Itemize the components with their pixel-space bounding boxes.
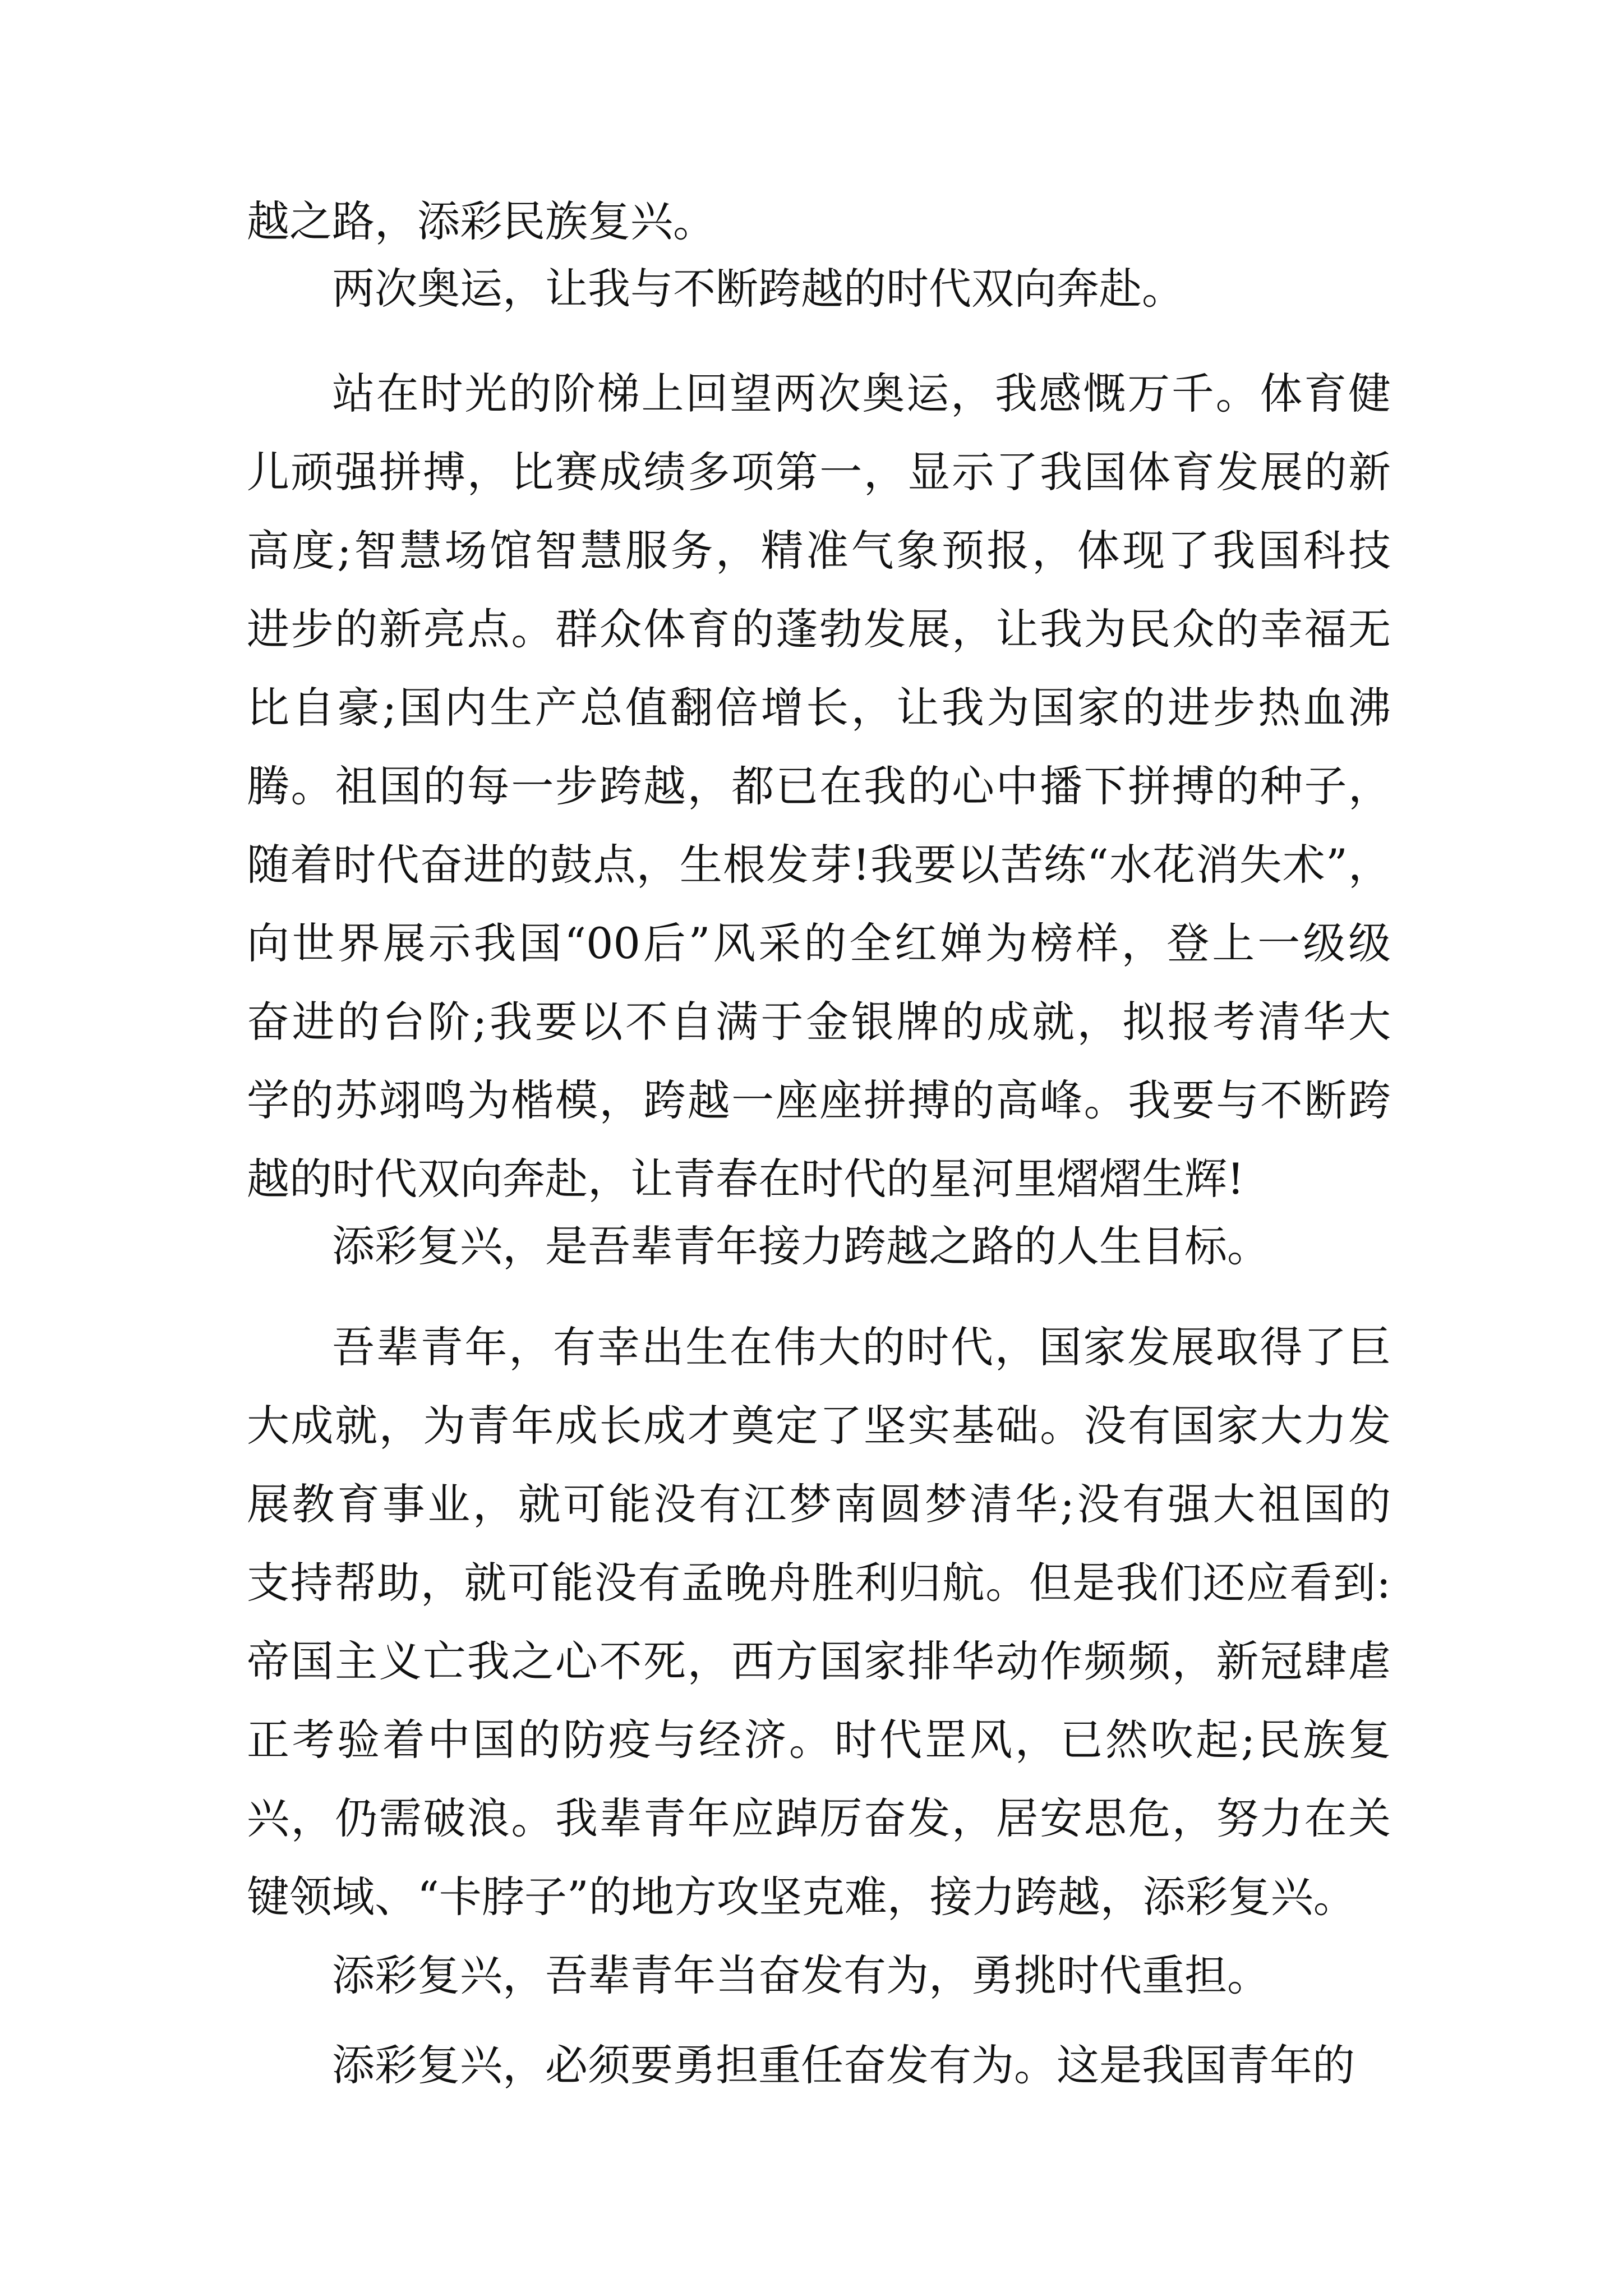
- text-line: 学的苏翊鸣为楷模，跨越一座座拼搏的高峰。我要与不断跨: [247, 1075, 1391, 1125]
- text-line: 大成就，为青年成长成才奠定了坚实基础。没有国家大力发: [247, 1401, 1391, 1451]
- text-line: 高度;智慧场馆智慧服务，精准气象预报，体现了我国科技: [247, 526, 1391, 576]
- text-line: 支持帮助，就可能没有孟晚舟胜利归航。但是我们还应看到:: [247, 1558, 1391, 1608]
- text-line: 腾。祖国的每一步跨越，都已在我的心中播下拼搏的种子，: [247, 761, 1391, 811]
- text-line: 随着时代奋进的鼓点，生根发芽!我要以苦练“水花消失术”，: [247, 840, 1391, 890]
- text-line: 键领域、“卡脖子”的地方攻坚克难，接力跨越，添彩复兴。: [247, 1872, 1356, 1922]
- text-line: 两次奥运，让我与不断跨越的时代双向奔赴。: [332, 264, 1184, 314]
- text-line: 儿顽强拼搏，比赛成绩多项第一，显示了我国体育发展的新: [247, 447, 1391, 497]
- text-line: 兴，仍需破浪。我辈青年应踔厉奋发，居安思危，努力在关: [247, 1793, 1391, 1843]
- text-line: 越的时代双向奔赴，让青春在时代的星河里熠熠生辉!: [247, 1154, 1244, 1204]
- text-line: 添彩复兴，是吾辈青年接力跨越之路的人生目标。: [332, 1221, 1270, 1271]
- text-line: 奋进的台阶;我要以不自满于金银牌的成就，拟报考清华大: [247, 997, 1391, 1047]
- text-line: 进步的新亮点。群众体育的蓬勃发展，让我为民众的幸福无: [247, 604, 1391, 654]
- text-line: 展教育事业，就可能没有江梦南圆梦清华;没有强大祖国的: [247, 1479, 1391, 1529]
- text-line: 添彩复兴，吾辈青年当奋发有为，勇挑时代重担。: [332, 1950, 1270, 2000]
- text-line: 帝国主义亡我之心不死，西方国家排华动作频频，新冠肆虐: [247, 1636, 1391, 1686]
- text-line: 吾辈青年，有幸出生在伟大的时代，国家发展取得了巨: [332, 1322, 1391, 1372]
- text-line: 向世界展示我国“00后”风采的全红婵为榜样，登上一级级: [247, 918, 1391, 968]
- text-line: 比自豪;国内生产总值翻倍增长，让我为国家的进步热血沸: [247, 683, 1391, 733]
- text-line: 越之路，添彩民族复兴。: [247, 196, 716, 246]
- text-line: 站在时光的阶梯上回望两次奥运，我感慨万千。体育健: [332, 369, 1391, 418]
- text-line: 正考验着中国的防疫与经济。时代罡风，已然吹起;民族复: [247, 1715, 1391, 1765]
- text-line: 添彩复兴，必须要勇担重任奋发有为。这是我国青年的: [332, 2040, 1355, 2090]
